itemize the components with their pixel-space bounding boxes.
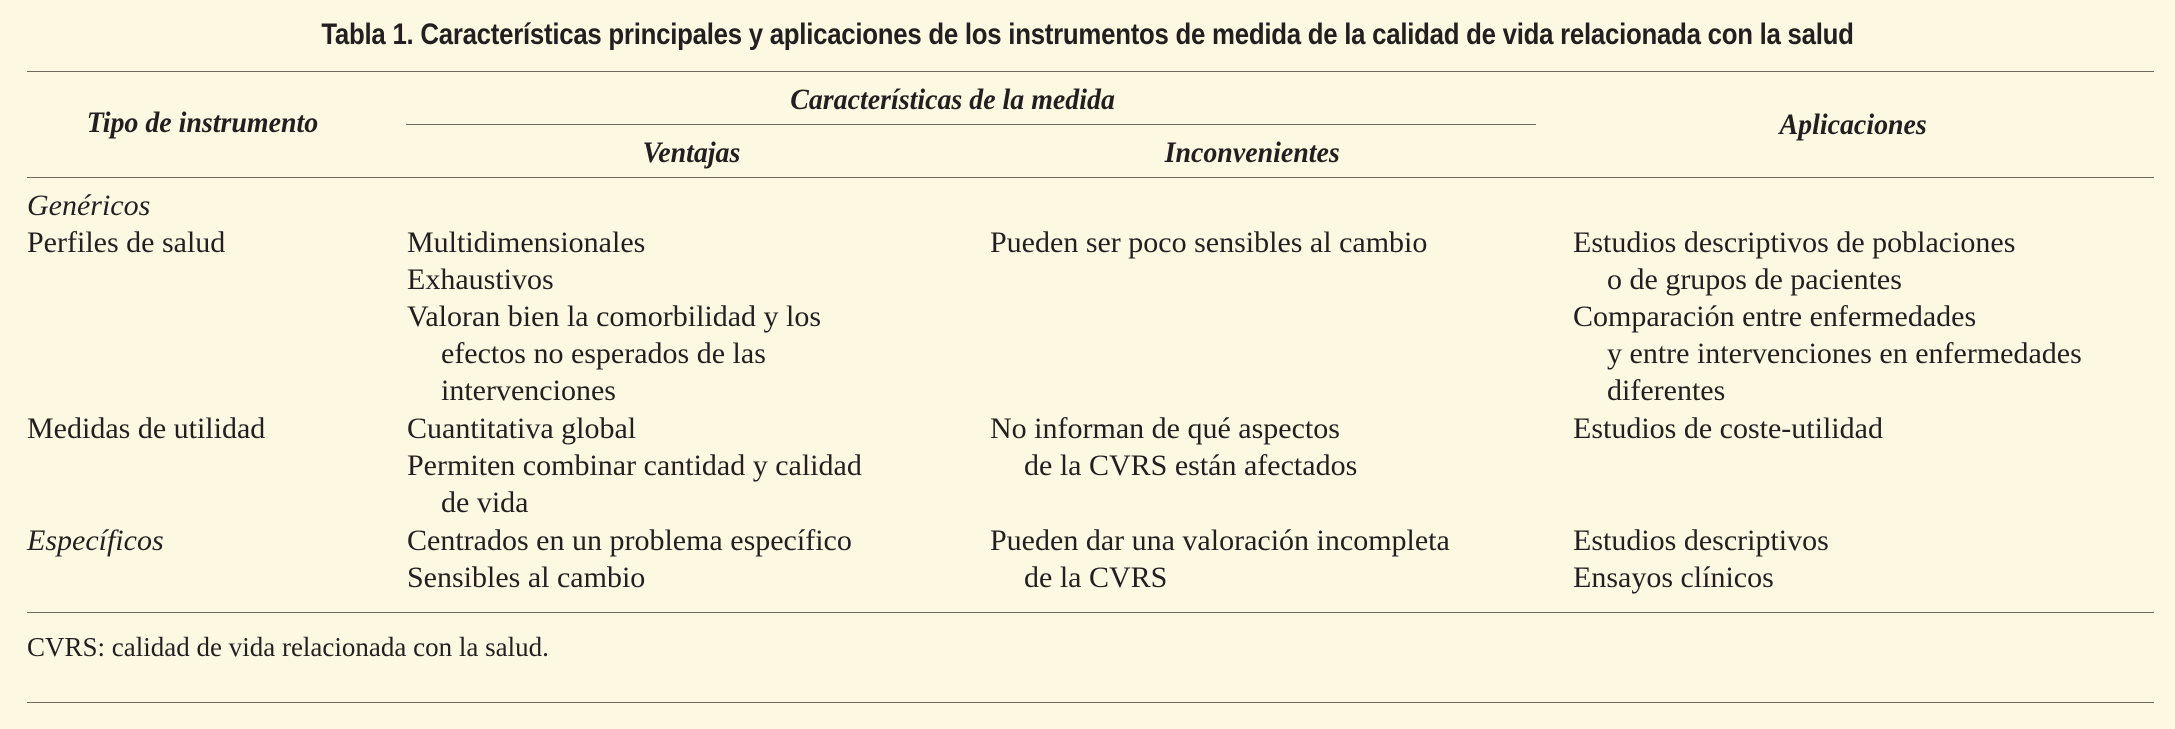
list-item: Estudios de coste-utilidad — [1573, 412, 1883, 445]
row-label-utilidad: Medidas de utilidad — [27, 412, 266, 445]
cell-especificos-ventajas — [407, 522, 852, 596]
cell-utilidad-ventajas — [407, 410, 862, 521]
list-item-continuation: diferentes — [1607, 374, 1726, 407]
cell-perfiles-ventajas — [407, 224, 821, 409]
subheader-rule — [406, 124, 1536, 125]
header-ventajas: Ventajas — [642, 136, 741, 169]
list-item: Permiten combinar cantidad y calidad — [407, 449, 862, 482]
list-item: No informan de qué aspectos — [990, 412, 1340, 445]
cell-especificos-inconvenientes — [990, 522, 1450, 596]
header-inconvenientes: Inconvenientes — [1164, 136, 1340, 169]
footer-rule — [27, 702, 2154, 703]
list-item: Ensayos clínicos — [1573, 561, 1774, 594]
cell-perfiles-aplicaciones — [1573, 224, 2082, 409]
list-item: Comparación entre enfermedades — [1573, 300, 1977, 333]
table-title: Tabla 1. Características principales y aplicaciones de los instrumentos de medida de la calidad de vida relacionada con la salud — [321, 18, 1854, 51]
list-item: Sensibles al cambio — [407, 561, 646, 594]
list-item: Estudios descriptivos de poblaciones — [1573, 226, 2016, 259]
list-item-continuation: de vida — [441, 486, 529, 519]
list-item: Centrados en un problema específico — [407, 524, 852, 557]
cell-utilidad-inconvenientes — [990, 410, 1357, 484]
list-item-continuation: de la CVRS — [1024, 561, 1168, 594]
header-aplicaciones: Aplicaciones — [1779, 108, 1927, 141]
list-item: Estudios descriptivos — [1573, 524, 1829, 557]
row-label-especificos: Específicos — [27, 524, 164, 557]
row-label-genericos: Genéricos — [27, 189, 151, 222]
footnote: CVRS: calidad de vida relacionada con la salud. — [27, 632, 549, 662]
list-item: Exhaustivos — [407, 263, 554, 296]
list-item-continuation: de la CVRS están afectados — [1024, 449, 1358, 482]
list-item: Pueden ser poco sensibles al cambio — [990, 226, 1428, 259]
header-rule — [27, 177, 2154, 178]
list-item: Multidimensionales — [407, 226, 646, 259]
list-item-continuation: o de grupos de pacientes — [1607, 263, 1902, 296]
list-item-continuation: efectos no esperados de las — [441, 337, 766, 370]
cell-utilidad-aplicaciones — [1573, 410, 1883, 447]
header-caracteristicas: Características de la medida — [790, 83, 1115, 116]
list-item-continuation: y entre intervenciones en enfermedades — [1607, 337, 2082, 370]
list-item-continuation: intervenciones — [441, 374, 616, 407]
list-item: Pueden dar una valoración incompleta — [990, 524, 1450, 557]
bottom-rule — [27, 612, 2154, 613]
list-item: Valoran bien la comorbilidad y los — [407, 300, 822, 333]
header-tipo: Tipo de instrumento — [86, 106, 319, 139]
cell-especificos-aplicaciones — [1573, 522, 1829, 596]
cell-perfiles-inconvenientes — [990, 224, 1427, 261]
list-item: Cuantitativa global — [407, 412, 637, 445]
top-rule — [27, 71, 2154, 72]
row-label-perfiles: Perfiles de salud — [27, 226, 226, 259]
